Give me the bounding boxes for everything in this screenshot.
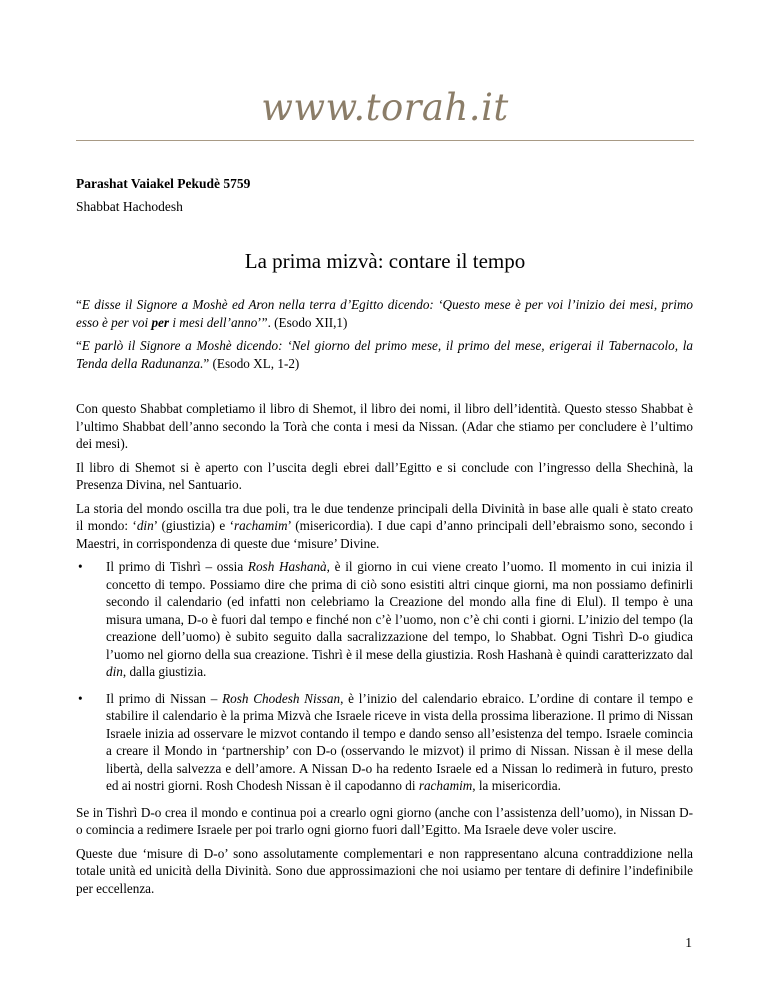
quote-text: E parlò il Signore a Moshè dicendo: ‘Nel giorno del primo mese, il primo del mese, erigerai il Tabernacolo, la Tenda della Radunanza. bbox=[76, 338, 693, 371]
paragraph-two-poles bbox=[76, 500, 693, 553]
site-header-logo: www.torah.it bbox=[261, 86, 509, 129]
bullet-list bbox=[76, 558, 693, 795]
term-din: din bbox=[136, 518, 154, 533]
paragraph-shemot-end: Con questo Shabbat completiamo il libro di Shemot, il libro dei nomi, il libro dell’identità. Questo stesso Shabbat è l’ultimo Shabbat dell’anno secondo la Torà che conta i mesi da Nissan. (Adar che stiamo per concludere è l’ultimo dei mesi). bbox=[76, 401, 693, 451]
paragraph-tishri-nissan: Se in Tishrì D-o crea il mondo e continua poi a crearlo ogni giorno (anche con l’assistenza dell’uomo), in Nissan D-o comincia a redimere Israele per poi trarlo ogni giorno fuori dall’Egitto. Ma Israele deve voler uscire. bbox=[76, 804, 693, 837]
text-run: Il primo di Nissan – bbox=[106, 690, 223, 706]
text-run: , la misericordia. bbox=[472, 778, 561, 793]
article-title: La prima mizvà: contare il tempo bbox=[244, 249, 526, 273]
quote-exodus-12 bbox=[76, 296, 693, 331]
text-run: , è l’inizio del calendario ebraico. L’ordine di contare il tempo e stabilire il calendario è la prima Mizvà che Israele riceve in vista della prossima liberazione. Il primo di Nissan Israele inizia ad osservare le mizvot contando il tempo e dando senso all’esistenza del tempo. Israele comincia a creare il Mondo in ‘partnership’ con D-o (osservando le mizvot) il primo di Nissan. Nissan è il mese della libertà, della salvezza e dell’amore. A Nissan D-o ha redento Israele ed a Nissan lo redimerà in futuro, presto ed ai nostri giorni. Rosh Chodesh Nissan è il capodanno di bbox=[106, 690, 693, 793]
term-rosh-hashana: Rosh Hashanà bbox=[247, 559, 327, 574]
term-din: din bbox=[106, 664, 123, 679]
parasha-heading: Parashat Vaiakel Pekudè 5759 bbox=[76, 176, 251, 191]
text-run: , dalla giustizia. bbox=[122, 664, 207, 679]
list-item-nissan bbox=[76, 690, 693, 795]
bullet-icon: • bbox=[78, 690, 83, 706]
paragraph-shemot-summary: Il libro di Shemot si è aperto con l’uscita degli ebrei dall’Egitto e si conclude con l’ingresso della Shechinà, la Presenza Divina, nel Santuario. bbox=[76, 459, 693, 492]
term-rachamim: rachamim bbox=[418, 778, 473, 793]
quote-open-mark: “ bbox=[76, 338, 82, 353]
text-run: La storia del mondo oscilla tra due poli, tra le due tendenze principali della Divinità in base alle quali è stato creato il mondo: ‘ bbox=[76, 500, 693, 533]
quote-text: E disse il Signore a Moshè ed Aron nella terra d’Egitto dicendo: ‘Questo mese è per voi l’inizio dei mesi, primo esso è per voi bbox=[76, 297, 693, 330]
bullet-icon: • bbox=[78, 559, 83, 574]
quote-source: ” (Esodo XL, 1-2) bbox=[203, 355, 300, 371]
quote-exodus-40 bbox=[76, 337, 693, 372]
quote-source: ’”. (Esodo XII,1) bbox=[257, 314, 348, 330]
quote-emphasis: per bbox=[151, 314, 170, 330]
term-rachamim: rachamim bbox=[233, 518, 288, 533]
paragraph-two-measures: Queste due ‘misure di D-o’ sono assolutamente complementari e non rappresentano alcuna contraddizione nella totale unità ed unicità della Divinità. Sono due approssimazioni che noi usiamo per tentare di definire l’indefinibile per eccellenza. bbox=[76, 845, 693, 896]
text-run: Il primo di Tishrì – ossia bbox=[106, 559, 248, 574]
quote-open-mark: “ bbox=[76, 297, 82, 312]
article-body bbox=[76, 296, 693, 903]
page-number: 1 bbox=[685, 935, 692, 950]
shabbat-subheading: Shabbat Hachodesh bbox=[76, 199, 183, 214]
quote-text: i mesi dell’anno bbox=[169, 314, 258, 330]
text-run: ’ (misericordia). I due capi d’anno principali dell’ebraismo sono, secondo i Maestri, in corrispondenza di queste due ‘misure’ Divine. bbox=[76, 518, 693, 551]
list-item-tishri bbox=[76, 558, 693, 681]
text-run: ’ (giustizia) e ‘ bbox=[153, 518, 234, 533]
text-run: , è il giorno in cui viene creato l’uomo. Il momento in cui inizia il concetto di tempo. Possiamo dire che prima di ciò sono esistiti altri cinque giorni, ma non possiamo definirli secondo il calendario (ed infatti non celebriamo la Creazione del mondo alla fine di Elul). Il tempo è una misura umana, D-o è fuori dal tempo e finché non c’è l’uomo, non c’è chi conti i giorni. L’inizio del tempo (la creazione dell’uomo) è subito seguito dalla sacralizzazione del tempo, lo Shabbat. Ogni Tishrì D-o giudica l’uomo nel giorno della sua creazione. Tishrì è il mese della giustizia. Rosh Hashanà è quindi caratterizzato dal bbox=[106, 559, 694, 662]
term-rosh-chodesh-nissan: Rosh Chodesh Nissan bbox=[222, 690, 341, 706]
header-divider bbox=[76, 140, 694, 141]
